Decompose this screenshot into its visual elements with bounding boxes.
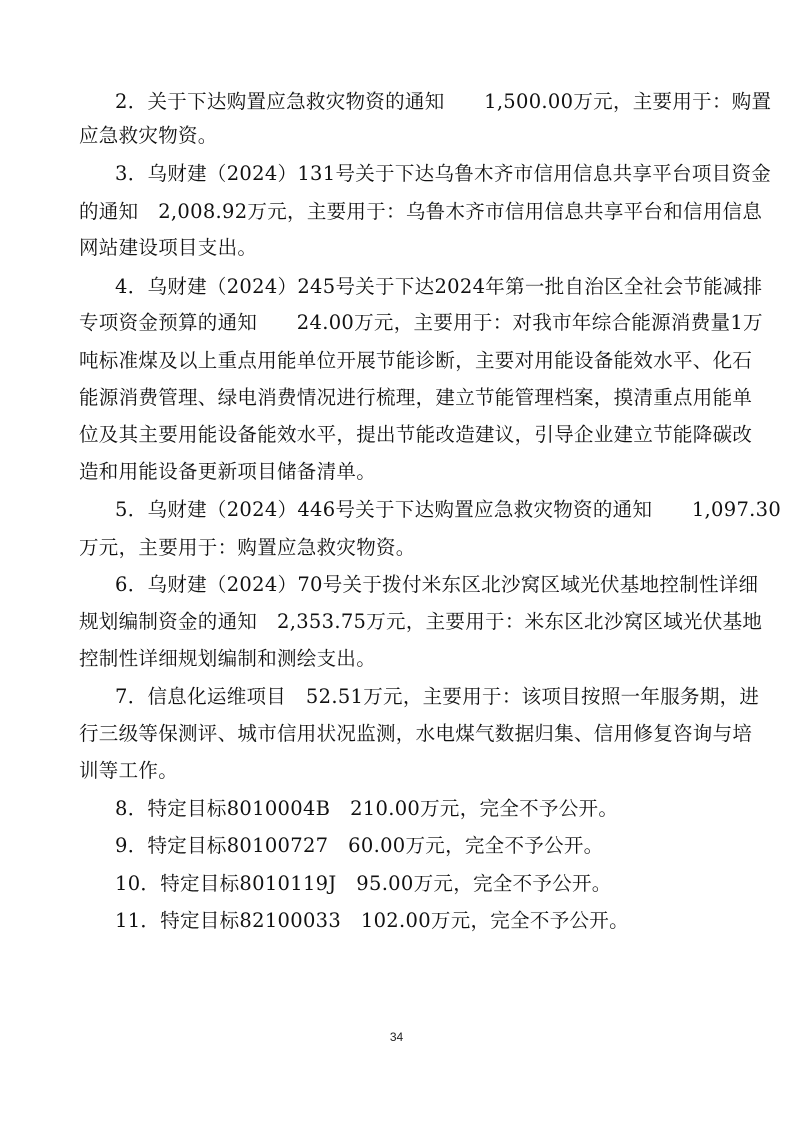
text-line: 万元，主要用于：购置应急救灾物资。 — [79, 536, 416, 559]
text-line: 行三级等保测评、城市信用状况监测，水电煤气数据归集、信用修复咨询与培 — [79, 722, 753, 745]
text-line: 训等工作。 — [79, 759, 179, 782]
text-line: 能源消费管理、绿电消费情况进行梳理，建立节能管理档案，摸清重点用能单 — [79, 386, 753, 409]
text-line: 3．乌财建（2024）131号关于下达乌鲁木齐市信用信息共享平台项目资金 — [115, 162, 772, 185]
text-line: 造和用能设备更新项目储备清单。 — [79, 460, 377, 483]
text-line: 的通知 2,008.92万元，主要用于：乌鲁木齐市信用信息共享平台和信用信息 — [79, 200, 763, 223]
text-line: 10．特定目标8010119J 95.00万元，完全不予公开。 — [115, 872, 612, 895]
text-line: 6．乌财建（2024）70号关于拨付米东区北沙窝区域光伏基地控制性详细 — [115, 573, 759, 596]
text-line: 8．特定目标8010004B 210.00万元，完全不予公开。 — [115, 797, 619, 820]
page-number: 34 — [389, 1030, 404, 1044]
text-line: 规划编制资金的通知 2,353.75万元，主要用于：米东区北沙窝区域光伏基地 — [79, 610, 763, 633]
text-line: 控制性详细规划编制和测绘支出。 — [79, 647, 377, 670]
text-line: 位及其主要用能设备能效水平，提出节能改造建议，引导企业建立节能降碳改 — [79, 423, 753, 446]
text-line: 5．乌财建（2024）446号关于下达购置应急救灾物资的通知 1,097.30 — [115, 498, 782, 521]
text-line: 7．信息化运维项目 52.51万元，主要用于：该项目按照一年服务期，进 — [115, 685, 760, 708]
text-line: 4．乌财建（2024）245号关于下达2024年第一批自治区全社会节能减排 — [115, 275, 763, 298]
text-line: 专项资金预算的通知 24.00万元，主要用于：对我市年综合能源消费量1万 — [79, 311, 763, 334]
text-line: 11．特定目标82100033 102.00万元，完全不予公开。 — [115, 909, 629, 932]
text-line: 2．关于下达购置应急救灾物资的通知 1,500.00万元，主要用于：购置 — [115, 90, 772, 113]
text-line: 应急救灾物资。 — [79, 124, 218, 147]
text-line: 网站建设项目支出。 — [79, 236, 258, 259]
text-line: 吨标准煤及以上重点用能单位开展节能诊断，主要对用能设备能效水平、化石 — [79, 349, 753, 372]
text-line: 9．特定目标80100727 60.00万元，完全不予公开。 — [115, 834, 604, 857]
